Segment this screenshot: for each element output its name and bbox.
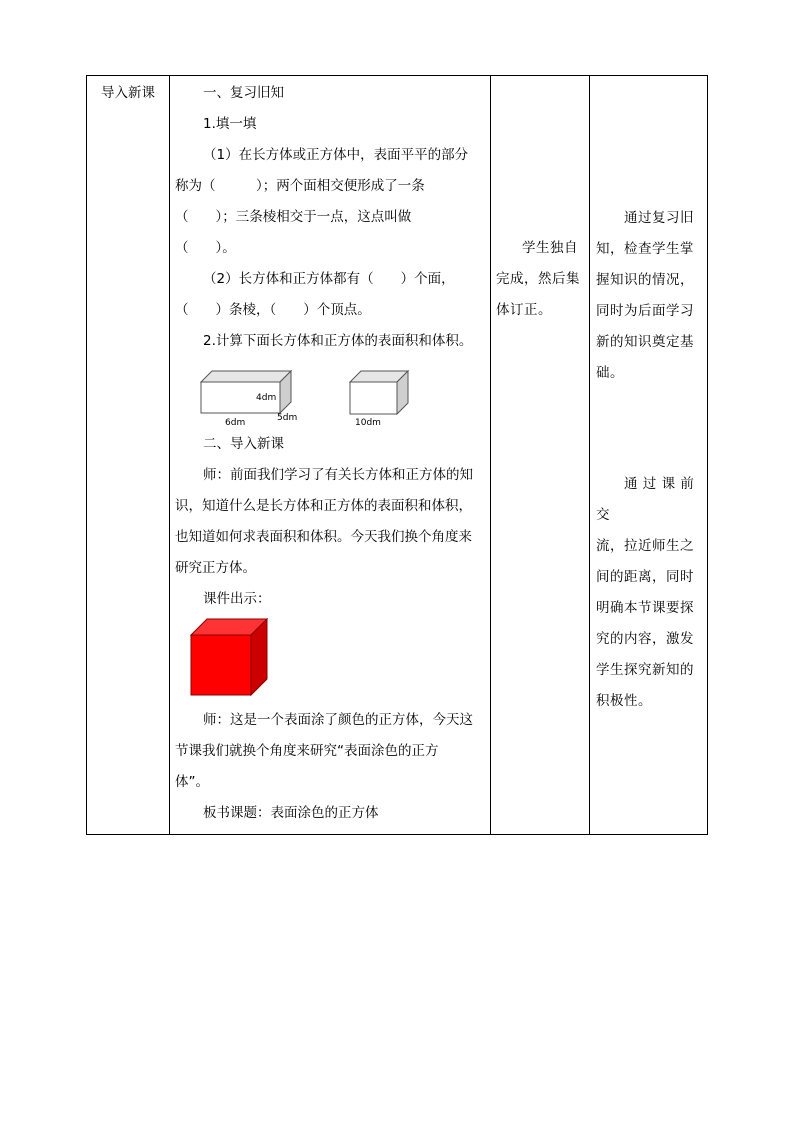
courseware-label: 课件出示： (203, 591, 271, 607)
cube-edge-label: 10dm (355, 418, 381, 428)
intent-line: 通 过 课 前 交 (596, 476, 695, 523)
student-activity-line: 学生独自 (522, 240, 578, 256)
stage-cell (87, 76, 170, 835)
student-activity-line: 完成，然后集 (496, 271, 580, 287)
red-cube-front (191, 635, 251, 695)
solid-figures (175, 357, 485, 429)
teacher-line: 研究正方体。 (175, 560, 256, 576)
red-cube-row (175, 615, 486, 705)
cuboid-top-face (201, 371, 291, 382)
intro-heading: 二、导入新课 (203, 436, 284, 452)
intent-line: 明确本节课要探 (596, 600, 694, 616)
intent-line: 流，拉近师生之 (596, 538, 694, 554)
teacher2-line: 体”。 (175, 774, 209, 790)
q1-line: （ ）；三条棱相交于一点，这点叫做 (175, 209, 412, 225)
table-row (87, 76, 708, 835)
intent-line: 同时为后面学习 (596, 303, 694, 319)
q1-line: 称为（ ）；两个面相交便形成了一条 (175, 178, 425, 194)
design-intent-review (596, 76, 703, 389)
cube-figure (350, 371, 408, 428)
red-cube-image (175, 615, 485, 705)
intent-line: 础。 (596, 365, 624, 381)
intent-line: 握知识的情况， (596, 272, 694, 288)
intent-line: 知，检查学生掌 (596, 241, 694, 257)
teacher-line: 师：前面我们学习了有关长方体和正方体的知 (203, 467, 473, 483)
intent-line: 学生探究新知的 (596, 662, 694, 678)
cuboid-width-label: 5dm (277, 413, 298, 423)
q1-line: （1）在长方体或正方体中，表面平平的部分 (203, 147, 469, 163)
intent-line: 积极性。 (596, 693, 652, 709)
intent-line: 究的内容，激发 (596, 631, 694, 647)
teacher-line: 也知道如何求表面积和体积。今天我们换个角度来 (175, 529, 472, 545)
content-cell (170, 76, 491, 835)
calc-title: 2.计算下面长方体和正方体的表面积和体积。 (203, 333, 473, 349)
q2-line: （2）长方体和正方体都有（ ）个面， (203, 271, 455, 287)
board-title: 板书课题：表面涂色的正方体 (203, 805, 379, 821)
intent-line: 间的距离，同时 (596, 569, 694, 585)
lesson-plan-table (86, 75, 708, 835)
teacher2-line: 节课我们就换个角度来研究“表面涂色的正方 (175, 743, 439, 759)
stage-label: 导入新课 (101, 85, 155, 101)
q2-line: （ ）条棱，（ ）个顶点。 (175, 302, 371, 318)
design-intent-intro (596, 389, 703, 717)
figures-row (175, 357, 486, 429)
cuboid-height-label: 4dm (256, 393, 277, 403)
cube-front-face (350, 382, 397, 414)
design-intent-cell (590, 76, 708, 835)
cuboid-length-label: 6dm (225, 418, 246, 428)
review-heading: 一、复习旧知 (203, 85, 284, 101)
fill-title: 1.填一填 (203, 116, 257, 132)
teacher2-line: 师：这是一个表面涂了颜色的正方体，今天这 (203, 712, 473, 728)
intent-line: 新的知识奠定基 (596, 334, 694, 350)
intent-line: 通过复习旧 (624, 210, 694, 226)
teacher-line: 识，知道什么是长方体和正方体的表面积和体积， (175, 498, 472, 514)
q1-line: （ ）。 (175, 240, 236, 256)
student-activity-cell (491, 76, 590, 835)
cuboid-figure (201, 371, 297, 428)
student-activity-line: 体订正。 (496, 302, 552, 318)
